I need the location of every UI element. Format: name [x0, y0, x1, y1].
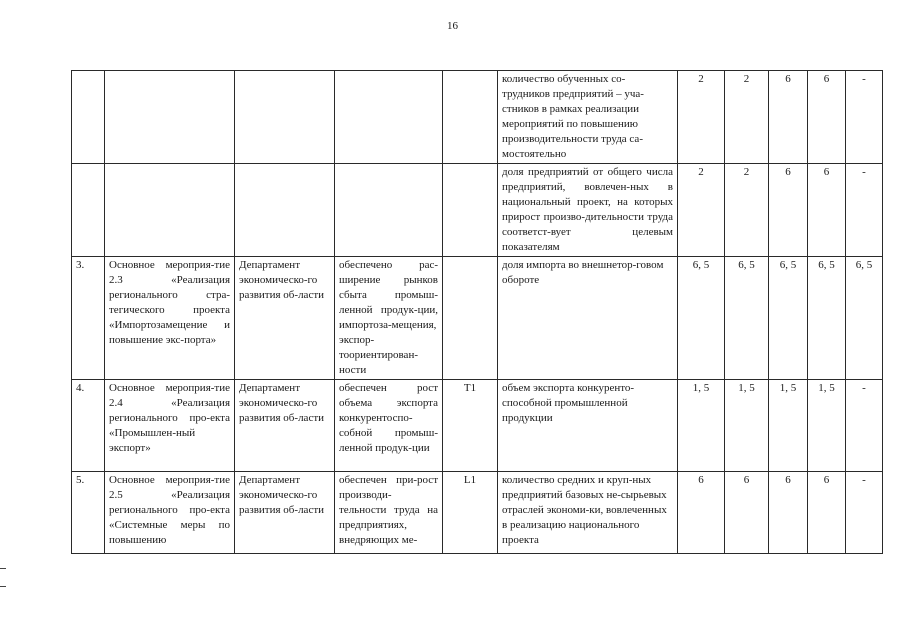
value-cell: 2: [678, 164, 725, 257]
value-cell: 2: [725, 164, 769, 257]
value-cell: 6, 5: [725, 257, 769, 380]
page-number: 16: [447, 20, 458, 32]
result-cell: обеспечен при-рост производи-тельности труда на предприятиях, внедряющих ме-: [335, 472, 443, 554]
value-cell: 6: [808, 71, 846, 164]
executor-cell: [235, 71, 335, 164]
indicator-cell: количество средних и круп-ных предприятий базовых не-сырьевых отраслей экономи-ки, вовлеченных в реализацию национального проекта: [498, 472, 678, 554]
executor-cell: Департамент экономическо-го развития об-ласти: [235, 257, 335, 380]
activity-cell: Основное мероприя-тие 2.4 «Реализация регионального про-екта «Промышлен-ный экспорт»: [105, 380, 235, 472]
table-row: [72, 71, 883, 164]
value-cell: -: [846, 380, 883, 472]
row-number: 5.: [72, 472, 105, 554]
value-cell: 6: [769, 472, 808, 554]
result-cell: [335, 164, 443, 257]
executor-cell: Департамент экономическо-го развития об-ласти: [235, 380, 335, 472]
value-cell: 6: [808, 164, 846, 257]
row-number: [72, 71, 105, 164]
row-number: 4.: [72, 380, 105, 472]
code-cell: L1: [443, 472, 498, 554]
code-cell: [443, 71, 498, 164]
value-cell: -: [846, 164, 883, 257]
executor-cell: Департамент экономическо-го развития об-ласти: [235, 472, 335, 554]
code-cell: [443, 257, 498, 380]
indicator-cell: объем экспорта конкуренто-способной промышленной продукции: [498, 380, 678, 472]
code-cell: T1: [443, 380, 498, 472]
row-number: [72, 164, 105, 257]
value-cell: -: [846, 71, 883, 164]
table-row: [72, 164, 883, 257]
value-cell: 2: [725, 71, 769, 164]
activity-cell: [105, 164, 235, 257]
value-cell: 6, 5: [769, 257, 808, 380]
result-cell: [335, 71, 443, 164]
value-cell: 1, 5: [678, 380, 725, 472]
scan-margin-mark: [0, 568, 6, 569]
value-cell: -: [846, 472, 883, 554]
row-number: 3.: [72, 257, 105, 380]
result-cell: обеспечено рас-ширение рынков сбыта промыш-ленной продук-ции, импортоза-мещения, экспор-тоориентирован-ности: [335, 257, 443, 380]
value-cell: 6: [725, 472, 769, 554]
executor-cell: [235, 164, 335, 257]
value-cell: 1, 5: [769, 380, 808, 472]
value-cell: 6: [769, 71, 808, 164]
value-cell: 1, 5: [725, 380, 769, 472]
activity-cell: [105, 71, 235, 164]
value-cell: 6: [808, 472, 846, 554]
indicator-cell: доля предприятий от общего числа предприятий, вовлечен-ных в национальный проект, на которых прирост произво-дительности труда соответст-вует целевым показателям: [498, 164, 678, 257]
value-cell: 6, 5: [846, 257, 883, 380]
value-cell: 6, 5: [808, 257, 846, 380]
indicator-cell: доля импорта во внешнетор-говом обороте: [498, 257, 678, 380]
result-cell: обеспечен рост объема экспорта конкурентоспо-собной промыш-ленной продук-ции: [335, 380, 443, 472]
code-cell: [443, 164, 498, 257]
activity-cell: Основное мероприя-тие 2.3 «Реализация регионального стра-тегического проекта «Импортозамещение и повышение экс-порта»: [105, 257, 235, 380]
value-cell: 6, 5: [678, 257, 725, 380]
value-cell: 6: [769, 164, 808, 257]
table-row: [72, 257, 883, 380]
activity-cell: Основное мероприя-тие 2.5 «Реализация регионального про-екта «Системные меры по повышению: [105, 472, 235, 554]
indicator-cell: количество обученных со-трудников предприятий – уча-стников в рамках реализации мероприятий по повышению производительности труда са-мостоятельно: [498, 71, 678, 164]
table-row: [72, 472, 883, 554]
value-cell: 1, 5: [808, 380, 846, 472]
activities-table: [71, 70, 883, 554]
scan-margin-mark: [0, 586, 6, 587]
table-row: [72, 380, 883, 472]
value-cell: 2: [678, 71, 725, 164]
value-cell: 6: [678, 472, 725, 554]
